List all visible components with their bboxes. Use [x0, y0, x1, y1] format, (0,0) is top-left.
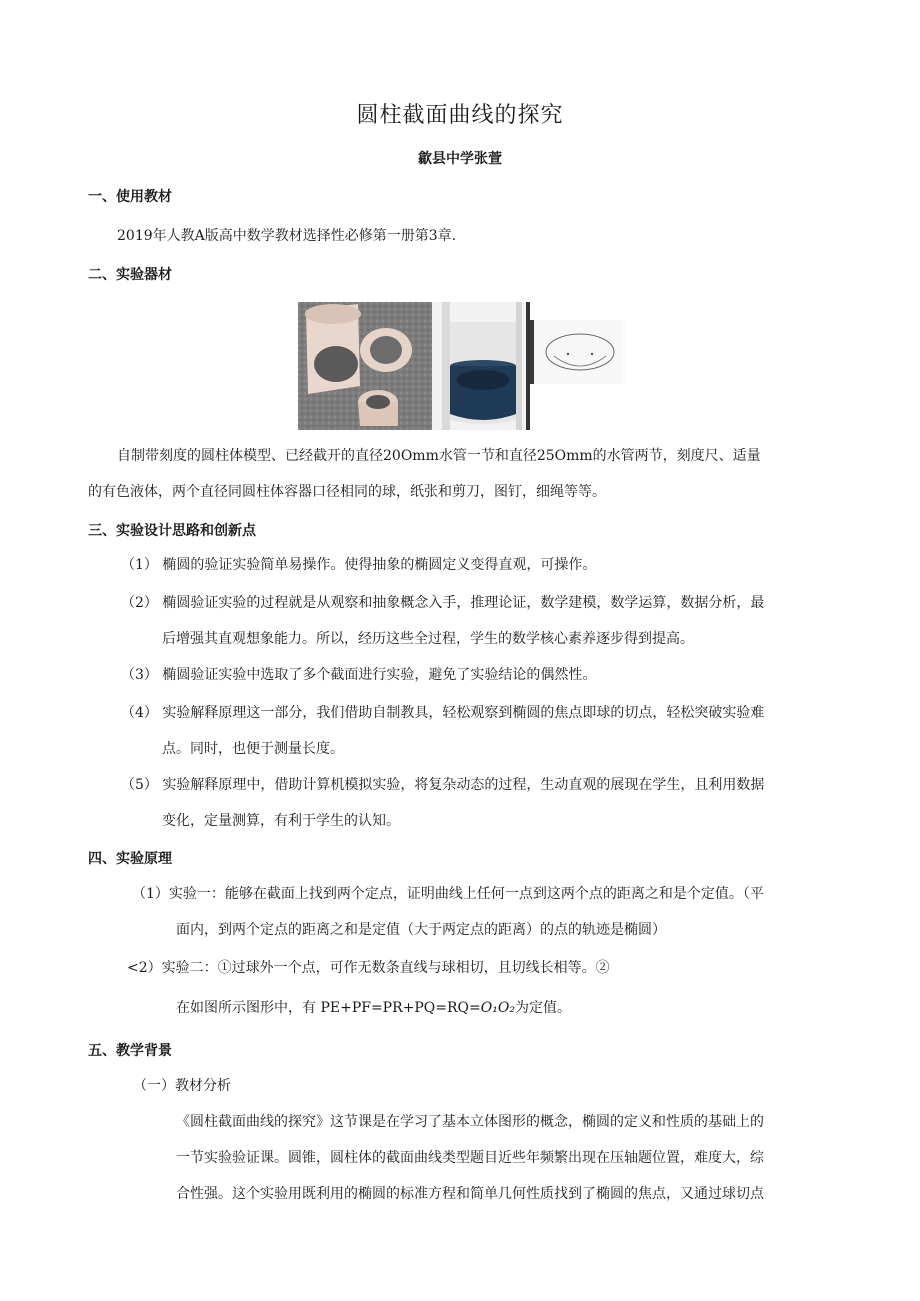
principle-experiment-1-continuation: 面内，到两个定点的距离之和是定值（大于两定点的距离）的点的轨迹是椭圆） — [176, 922, 666, 938]
list-item — [121, 593, 764, 613]
section-1-text: 2019年人教A版高中数学教材选择性必修第一册第3章. — [117, 228, 457, 244]
principle-text: 实验二：①过球外一个点，可作无数条直线与球相切，且切线长相等。② — [161, 960, 610, 976]
section-2-text-line2: 的有色液体，两个直径同圆柱体容器口径相同的球，纸张和剪刀，图钉，细绳等等。 — [88, 484, 606, 500]
principle-text: 实验一：能够在截面上找到两个定点，证明曲线上任何一点到这两个点的距离之和是个定值。（平 — [168, 886, 764, 902]
section-heading-3: 三、实验设计思路和创新点 — [88, 523, 256, 539]
list-item-text: 椭圆验证实验的过程就是从观察和抽象概念入手，推理论证，数学建模，数学运算，数据分析，最 — [162, 595, 765, 611]
equipment-photos — [298, 302, 622, 430]
list-item-continuation: 后增强其直观想象能力。所以，经历这些全过程，学生的数学核心素养逐步得到提高。 — [162, 631, 694, 647]
list-item-text: 椭圆的验证实验简单易操作。使得抽象的椭圆定义变得直观，可操作。 — [162, 557, 597, 573]
document-title: 圆柱截面曲线的探究 — [356, 103, 564, 128]
section-5-text-line1: 《圆柱截面曲线的探究》这节课是在学习了基本立体图形的概念，椭圆的定义和性质的基础上的 — [176, 1114, 764, 1130]
list-item-number: （3） — [121, 667, 158, 683]
section-5-text-line2: 一节实验验证课。圆锥，圆柱体的截面曲线类型题目近些年频繁出现在压轴题位置，难度大，综 — [176, 1150, 764, 1166]
section-5-text-line3: 合性强。这个实验用既利用的椭圆的标准方程和简单几何性质找到了椭圆的焦点，又通过球切点 — [176, 1186, 764, 1202]
colored-liquid-container-photo-icon — [432, 302, 530, 430]
formula-variable: O₁O₂ — [480, 1000, 515, 1016]
section-heading-4: 四、实验原理 — [88, 851, 172, 867]
document-author: 歙县中学张萱 — [418, 151, 502, 167]
pipe-sections-photo-icon — [298, 302, 432, 430]
ellipse-sketch-photo-icon — [530, 320, 626, 384]
principle-experiment-2 — [127, 958, 610, 978]
list-item-number: （5） — [121, 777, 158, 793]
formula-prefix: 在如图所示图形中，有 PE+PF=PR+PQ=RQ= — [176, 1000, 481, 1016]
section-heading-2: 二、实验器材 — [88, 267, 172, 283]
formula-suffix: 为定值。 — [514, 1000, 571, 1016]
list-item-number: （2） — [121, 595, 158, 611]
list-item-text: 实验解释原理中，借助计算机模拟实验，将复杂动态的过程，生动直观的展现在学生，且利用数据 — [162, 777, 765, 793]
list-item — [121, 555, 596, 575]
principle-experiment-1 — [132, 884, 764, 904]
list-item-number: （4） — [121, 705, 158, 721]
list-item — [121, 775, 764, 795]
section-2-text-line1: 自制带刻度的圆柱体模型、已经截开的直径20Omm水管一节和直径25Omm的水管两节，刻度尺、适量 — [117, 448, 761, 464]
list-item-continuation: 变化，定量测算，有利于学生的认知。 — [162, 813, 400, 829]
principle-number: <2） — [127, 960, 162, 976]
list-item-text: 实验解释原理这一部分，我们借助自制教具，轻松观察到椭圆的焦点即球的切点，轻松突破实验难 — [162, 705, 765, 721]
list-item-number: （1） — [121, 557, 158, 573]
principle-formula — [176, 998, 571, 1018]
section-heading-1: 一、使用教材 — [88, 189, 172, 205]
principle-number: （1） — [132, 886, 169, 902]
list-item-continuation: 点。同时，也便于测量长度。 — [162, 741, 344, 757]
list-item — [121, 665, 596, 685]
list-item-text: 椭圆验证实验中选取了多个截面进行实验，避免了实验结论的偶然性。 — [162, 667, 597, 683]
list-item — [121, 703, 764, 723]
section-heading-5: 五、教学背景 — [88, 1043, 172, 1059]
subsection-heading: （一）教材分析 — [133, 1078, 231, 1094]
